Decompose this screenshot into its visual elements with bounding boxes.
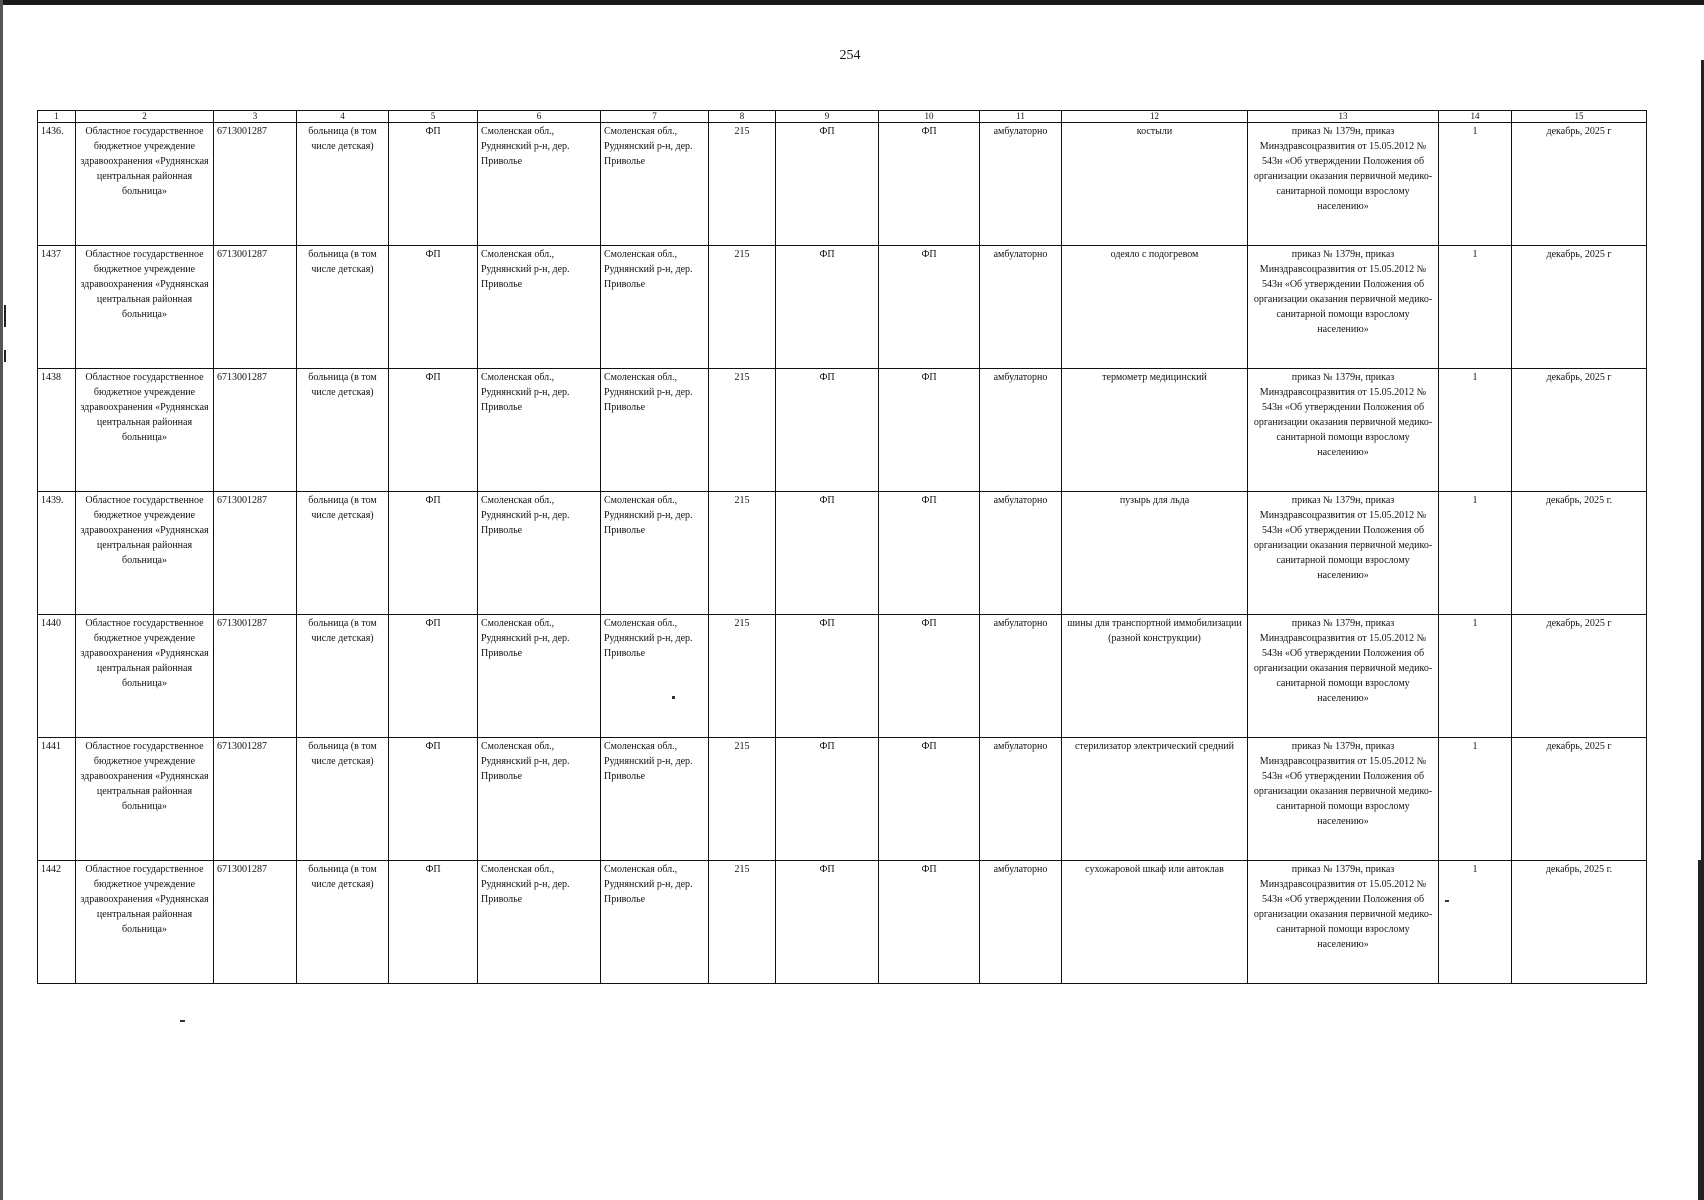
inn: 6713001287	[214, 246, 297, 369]
population: 215	[709, 738, 776, 861]
table-row	[38, 369, 1647, 492]
inn: 6713001287	[214, 615, 297, 738]
regulation-order: приказ № 1379н, приказ Минздравсоцразвития от 15.05.2012 № 543н «Об утверждении Положения об организации оказания первичной медико-санитарной помощи взрослому населению»	[1248, 123, 1439, 246]
equipment-item: термометр медицинский	[1062, 369, 1248, 492]
unit-type: ФП	[389, 369, 478, 492]
column-header: 14	[1439, 111, 1512, 123]
row-number: 1440	[38, 615, 76, 738]
column-header: 5	[389, 111, 478, 123]
address: Смоленская обл., Руднянский р-н, дер. Приволье	[478, 246, 601, 369]
unit-type-col9: ФП	[776, 615, 879, 738]
quantity: 1	[1439, 123, 1512, 246]
address-location: Смоленская обл., Руднянский р-н, дер. Приволье	[601, 861, 709, 984]
facility-type: больница (в том числе детская)	[297, 492, 389, 615]
address-location: Смоленская обл., Руднянский р-н, дер. Приволье	[601, 615, 709, 738]
scan-top-border	[0, 0, 1704, 5]
delivery-date: декабрь, 2025 г	[1512, 615, 1647, 738]
unit-type-col9: ФП	[776, 369, 879, 492]
quantity: 1	[1439, 738, 1512, 861]
column-header: 7	[601, 111, 709, 123]
column-header: 10	[879, 111, 980, 123]
address: Смоленская обл., Руднянский р-н, дер. Приволье	[478, 369, 601, 492]
address-location: Смоленская обл., Руднянский р-н, дер. Приволье	[601, 123, 709, 246]
delivery-date: декабрь, 2025 г	[1512, 123, 1647, 246]
scan-right-edge-mark-bold	[1698, 860, 1704, 1200]
table-row	[38, 246, 1647, 369]
table-row	[38, 492, 1647, 615]
regulation-order: приказ № 1379н, приказ Минздравсоцразвития от 15.05.2012 № 543н «Об утверждении Положения об организации оказания первичной медико-санитарной помощи взрослому населению»	[1248, 369, 1439, 492]
address: Смоленская обл., Руднянский р-н, дер. Приволье	[478, 861, 601, 984]
row-number: 1436.	[38, 123, 76, 246]
facility-type: больница (в том числе детская)	[297, 738, 389, 861]
table-row	[38, 861, 1647, 984]
row-number: 1438	[38, 369, 76, 492]
unit-type-col9: ФП	[776, 861, 879, 984]
delivery-date: декабрь, 2025 г.	[1512, 861, 1647, 984]
address: Смоленская обл., Руднянский р-н, дер. Приволье	[478, 738, 601, 861]
facility-type: больница (в том числе детская)	[297, 861, 389, 984]
unit-type-col10: ФП	[879, 738, 980, 861]
address-location: Смоленская обл., Руднянский р-н, дер. Приволье	[601, 738, 709, 861]
regulation-order: приказ № 1379н, приказ Минздравсоцразвития от 15.05.2012 № 543н «Об утверждении Положения об организации оказания первичной медико-санитарной помощи взрослому населению»	[1248, 861, 1439, 984]
address: Смоленская обл., Руднянский р-н, дер. Приволье	[478, 123, 601, 246]
row-number: 1441	[38, 738, 76, 861]
column-header: 15	[1512, 111, 1647, 123]
organization-name: Областное государственное бюджетное учреждение здравоохранения «Руднянская центральная районная больница»	[76, 123, 214, 246]
equipment-item: стерилизатор электрический средний	[1062, 738, 1248, 861]
column-header: 13	[1248, 111, 1439, 123]
care-conditions: амбулаторно	[980, 369, 1062, 492]
organization-name: Областное государственное бюджетное учреждение здравоохранения «Руднянская центральная районная больница»	[76, 615, 214, 738]
address: Смоленская обл., Руднянский р-н, дер. Приволье	[478, 492, 601, 615]
quantity: 1	[1439, 492, 1512, 615]
unit-type: ФП	[389, 861, 478, 984]
equipment-item: шины для транспортной иммобилизации (разной конструкции)	[1062, 615, 1248, 738]
regulation-order: приказ № 1379н, приказ Минздравсоцразвития от 15.05.2012 № 543н «Об утверждении Положения об организации оказания первичной медико-санитарной помощи взрослому населению»	[1248, 615, 1439, 738]
column-header: 8	[709, 111, 776, 123]
care-conditions: амбулаторно	[980, 738, 1062, 861]
scan-speck	[1445, 900, 1449, 902]
unit-type-col9: ФП	[776, 738, 879, 861]
scan-left-tick	[4, 305, 6, 327]
table-row	[38, 123, 1647, 246]
facility-type: больница (в том числе детская)	[297, 615, 389, 738]
delivery-date: декабрь, 2025 г	[1512, 246, 1647, 369]
facility-type: больница (в том числе детская)	[297, 123, 389, 246]
column-header: 3	[214, 111, 297, 123]
organization-name: Областное государственное бюджетное учреждение здравоохранения «Руднянская центральная районная больница»	[76, 492, 214, 615]
inn: 6713001287	[214, 861, 297, 984]
header-row	[38, 111, 1647, 123]
delivery-date: декабрь, 2025 г	[1512, 369, 1647, 492]
care-conditions: амбулаторно	[980, 615, 1062, 738]
quantity: 1	[1439, 246, 1512, 369]
population: 215	[709, 492, 776, 615]
population: 215	[709, 123, 776, 246]
equipment-table	[37, 110, 1647, 984]
equipment-item: костыли	[1062, 123, 1248, 246]
scan-left-border	[0, 0, 3, 1200]
column-header: 6	[478, 111, 601, 123]
address-location: Смоленская обл., Руднянский р-н, дер. Приволье	[601, 246, 709, 369]
unit-type-col10: ФП	[879, 246, 980, 369]
inn: 6713001287	[214, 369, 297, 492]
population: 215	[709, 861, 776, 984]
unit-type-col10: ФП	[879, 369, 980, 492]
row-number: 1439.	[38, 492, 76, 615]
population: 215	[709, 615, 776, 738]
care-conditions: амбулаторно	[980, 492, 1062, 615]
column-header: 11	[980, 111, 1062, 123]
unit-type-col10: ФП	[879, 492, 980, 615]
unit-type-col9: ФП	[776, 246, 879, 369]
unit-type: ФП	[389, 492, 478, 615]
equipment-item: пузырь для льда	[1062, 492, 1248, 615]
address-location: Смоленская обл., Руднянский р-н, дер. Приволье	[601, 492, 709, 615]
row-number: 1437	[38, 246, 76, 369]
unit-type: ФП	[389, 246, 478, 369]
quantity: 1	[1439, 861, 1512, 984]
unit-type: ФП	[389, 123, 478, 246]
unit-type-col10: ФП	[879, 861, 980, 984]
inn: 6713001287	[214, 123, 297, 246]
regulation-order: приказ № 1379н, приказ Минздравсоцразвития от 15.05.2012 № 543н «Об утверждении Положения об организации оказания первичной медико-санитарной помощи взрослому населению»	[1248, 492, 1439, 615]
column-header: 9	[776, 111, 879, 123]
address-location: Смоленская обл., Руднянский р-н, дер. Приволье	[601, 369, 709, 492]
column-header: 1	[38, 111, 76, 123]
organization-name: Областное государственное бюджетное учреждение здравоохранения «Руднянская центральная районная больница»	[76, 369, 214, 492]
facility-type: больница (в том числе детская)	[297, 369, 389, 492]
regulation-order: приказ № 1379н, приказ Минздравсоцразвития от 15.05.2012 № 543н «Об утверждении Положения об организации оказания первичной медико-санитарной помощи взрослому населению»	[1248, 738, 1439, 861]
inn: 6713001287	[214, 492, 297, 615]
scan-left-tick	[4, 350, 6, 362]
equipment-item: сухожаровой шкаф или автоклав	[1062, 861, 1248, 984]
organization-name: Областное государственное бюджетное учреждение здравоохранения «Руднянская центральная районная больница»	[76, 738, 214, 861]
regulation-order: приказ № 1379н, приказ Минздравсоцразвития от 15.05.2012 № 543н «Об утверждении Положения об организации оказания первичной медико-санитарной помощи взрослому населению»	[1248, 246, 1439, 369]
unit-type-col9: ФП	[776, 123, 879, 246]
population: 215	[709, 369, 776, 492]
column-header: 4	[297, 111, 389, 123]
delivery-date: декабрь, 2025 г.	[1512, 492, 1647, 615]
scan-speck	[672, 696, 675, 699]
table-row	[38, 615, 1647, 738]
unit-type: ФП	[389, 615, 478, 738]
organization-name: Областное государственное бюджетное учреждение здравоохранения «Руднянская центральная районная больница»	[76, 246, 214, 369]
unit-type: ФП	[389, 738, 478, 861]
unit-type-col10: ФП	[879, 615, 980, 738]
table-row	[38, 738, 1647, 861]
inn: 6713001287	[214, 738, 297, 861]
organization-name: Областное государственное бюджетное учреждение здравоохранения «Руднянская центральная районная больница»	[76, 861, 214, 984]
column-header: 12	[1062, 111, 1248, 123]
address: Смоленская обл., Руднянский р-н, дер. Приволье	[478, 615, 601, 738]
equipment-item: одеяло с подогревом	[1062, 246, 1248, 369]
quantity: 1	[1439, 369, 1512, 492]
care-conditions: амбулаторно	[980, 123, 1062, 246]
unit-type-col9: ФП	[776, 492, 879, 615]
unit-type-col10: ФП	[879, 123, 980, 246]
scan-speck	[180, 1020, 185, 1022]
page-number: 254	[839, 48, 861, 63]
column-header: 2	[76, 111, 214, 123]
row-number: 1442	[38, 861, 76, 984]
facility-type: больница (в том числе детская)	[297, 246, 389, 369]
care-conditions: амбулаторно	[980, 246, 1062, 369]
care-conditions: амбулаторно	[980, 861, 1062, 984]
quantity: 1	[1439, 615, 1512, 738]
delivery-date: декабрь, 2025 г	[1512, 738, 1647, 861]
population: 215	[709, 246, 776, 369]
